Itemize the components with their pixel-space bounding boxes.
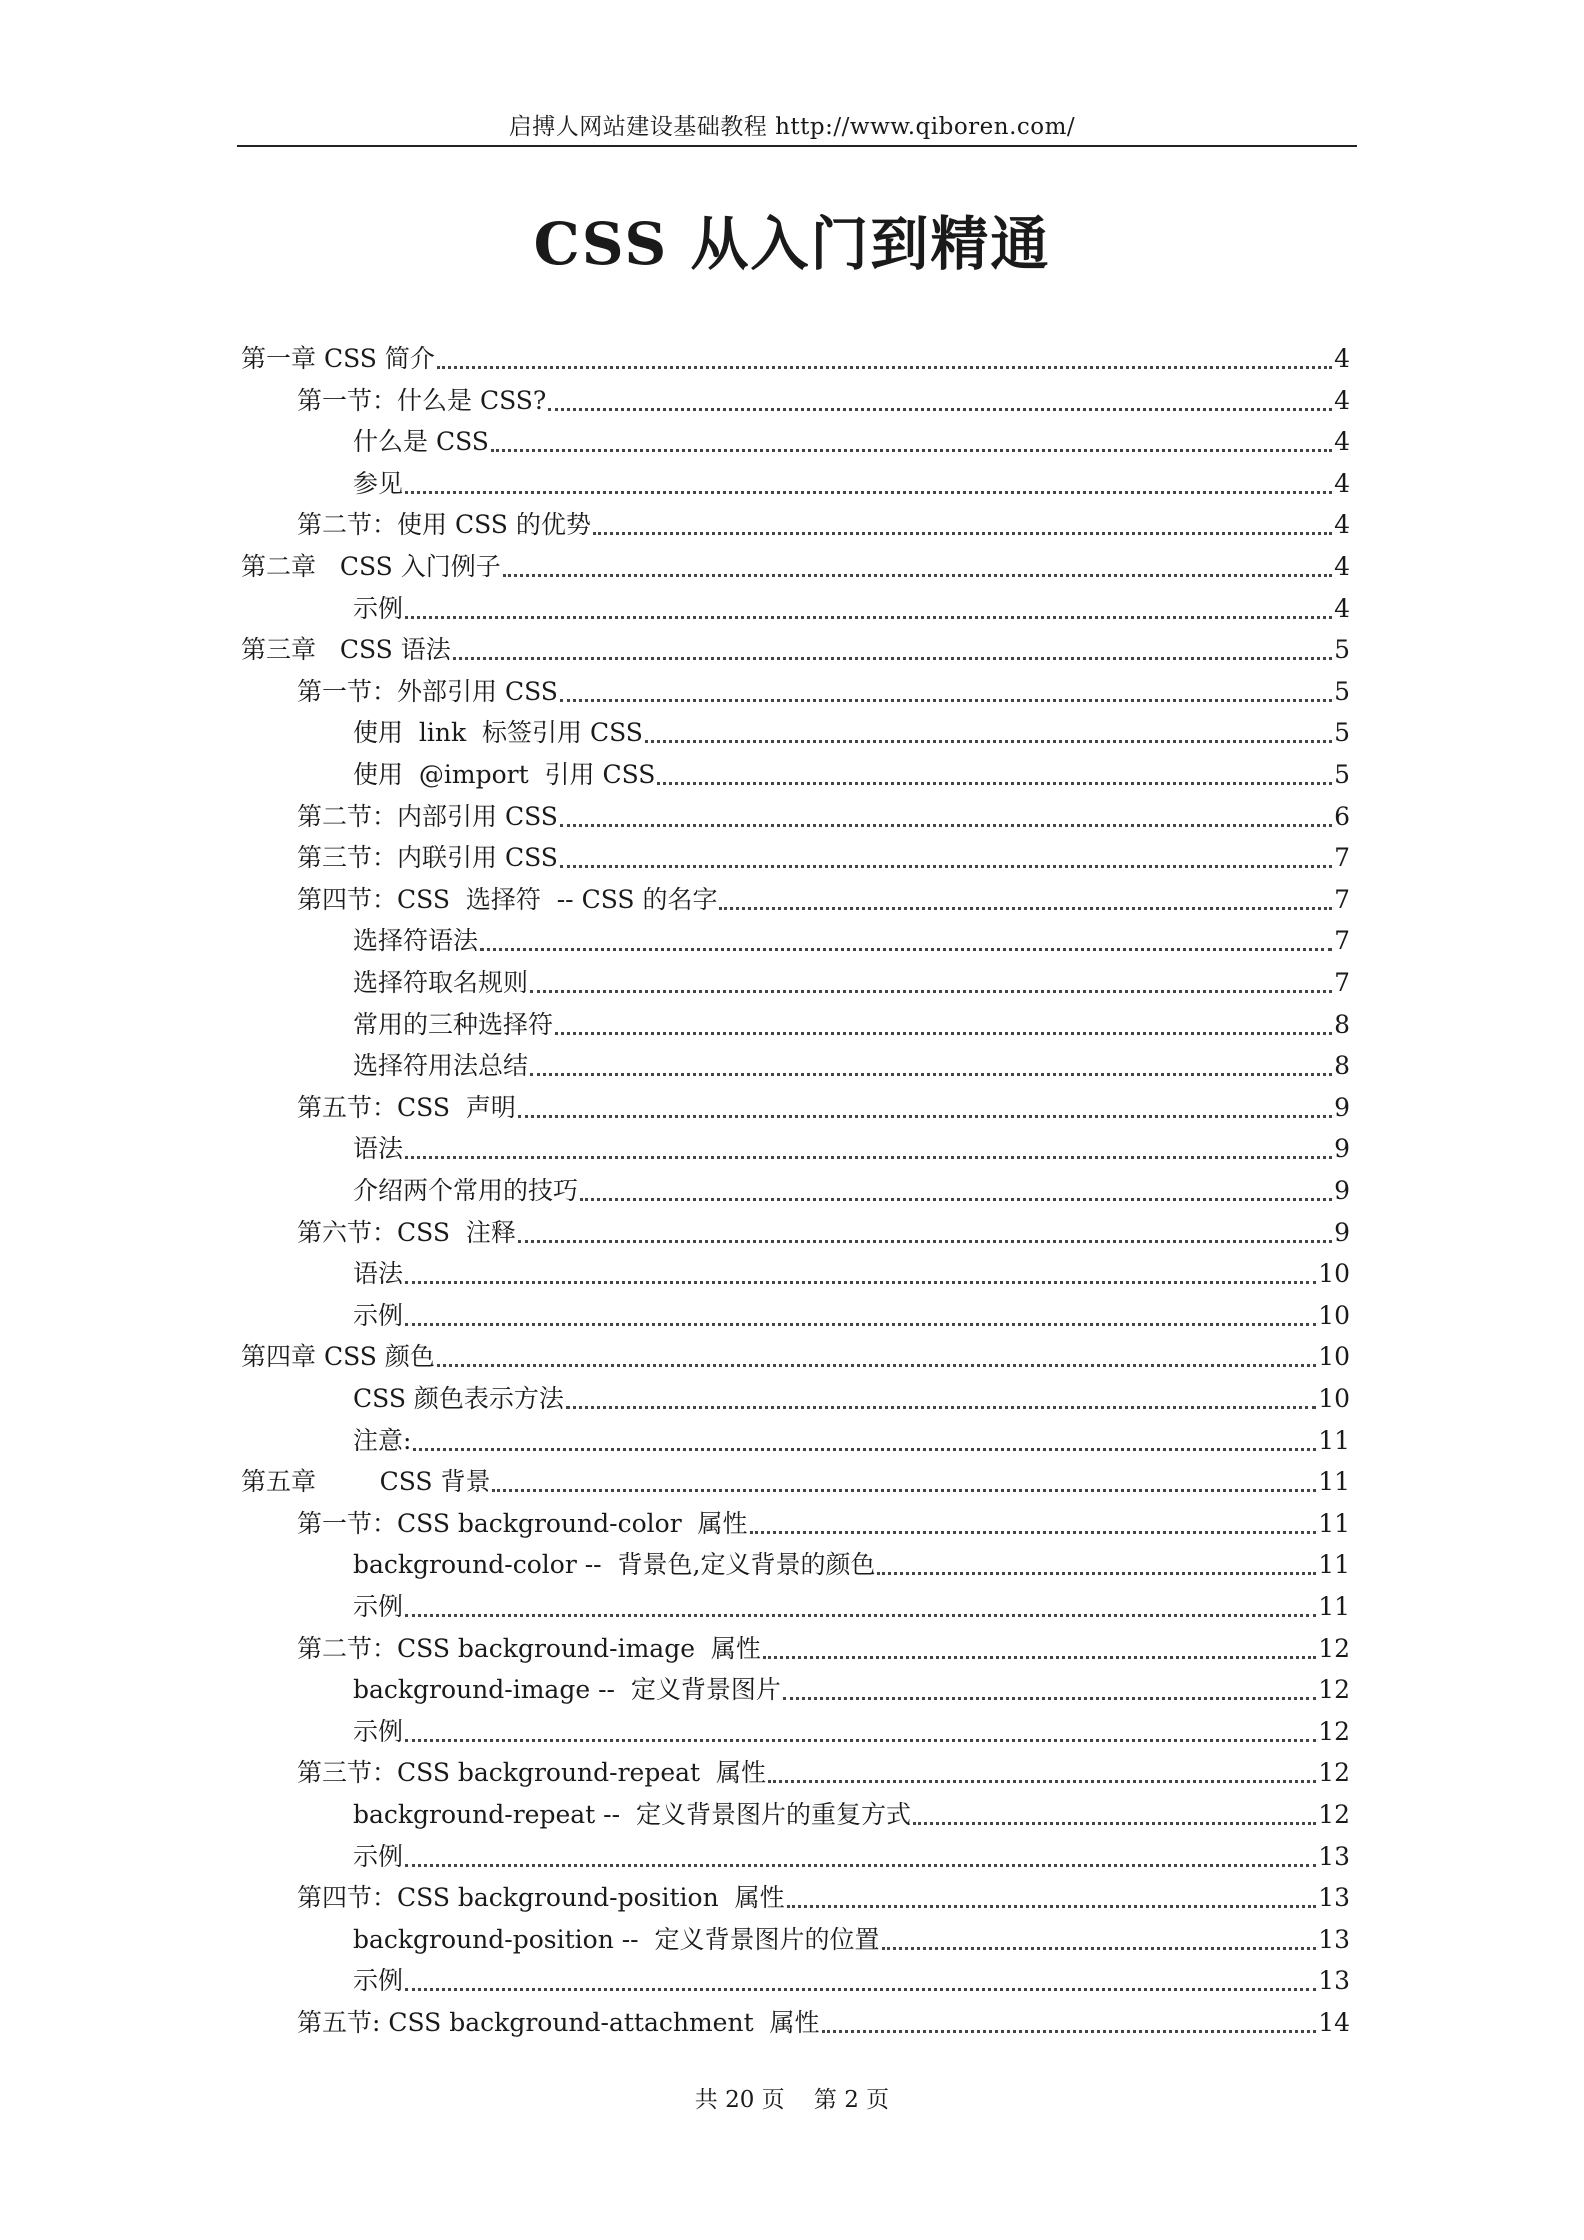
toc-entry-title: 第四节：CSS background-position 属性 [297,1883,785,1912]
toc-entry[interactable] [353,1170,1350,1208]
toc-entry-page-number: 7 [1334,843,1350,872]
toc-entry-page-number: 4 [1334,552,1350,581]
toc-entry-page-number: 6 [1334,802,1350,831]
toc-entry-page-number: 14 [1318,2008,1350,2037]
toc-entry-title: 第一节：外部引用 CSS [297,677,558,706]
page-footer: 共 20 页 第 2 页 [694,2087,890,2113]
toc-entry-title: 第二节：内部引用 CSS [297,802,558,831]
toc-dot-leader [405,1156,1332,1159]
toc-dot-leader [763,1656,1316,1659]
toc-entry[interactable] [241,338,1350,376]
toc-entry-title: 选择符语法 [353,926,479,955]
toc-entry-title: 示例 [353,1966,404,1995]
toc-entry[interactable] [353,1420,1350,1458]
toc-entry[interactable] [353,1128,1350,1166]
running-header: 启搏人网站建设基础教程 http://www.qiboren.com/ [508,114,1076,140]
toc-entry-title: 第三章 CSS 语法 [241,635,451,664]
toc-entry[interactable] [353,1794,1350,1832]
toc-entry-title: 示例 [353,594,404,623]
toc-entry[interactable] [297,1087,1350,1125]
toc-entry-page-number: 11 [1318,1426,1350,1455]
toc-dot-leader [405,491,1332,494]
toc-entry-title: background-repeat -- 定义背景图片的重复方式 [353,1800,911,1829]
toc-entry-title: 第四章 CSS 颜色 [241,1342,435,1371]
toc-entry-title: 注意: [353,1426,412,1455]
toc-entry[interactable] [353,1836,1350,1874]
toc-entry[interactable] [353,1045,1350,1083]
toc-entry[interactable] [353,1919,1350,1957]
toc-entry-title: 第五节: CSS background-attachment 属性 [297,2008,820,2037]
toc-entry-title: 选择符取名规则 [353,968,529,997]
toc-entry[interactable] [241,546,1350,584]
toc-entry-page-number: 12 [1318,1800,1350,1829]
toc-dot-leader [787,1905,1317,1908]
toc-entry-title: 第二节：CSS background-image 属性 [297,1634,761,1663]
toc-entry-title: 第六节：CSS 注释 [297,1218,516,1247]
toc-dot-leader [405,1323,1316,1326]
toc-entry[interactable] [353,1586,1350,1624]
toc-entry-title: background-color -- 背景色,定义背景的颜色 [353,1550,876,1579]
toc-entry-title: 常用的三种选择符 [353,1010,554,1039]
toc-entry-page-number: 10 [1318,1342,1350,1371]
header-divider [237,145,1357,147]
toc-entry-page-number: 8 [1334,1010,1350,1039]
toc-entry-page-number: 12 [1318,1717,1350,1746]
toc-dot-leader [566,1406,1316,1409]
toc-entry[interactable] [297,837,1350,875]
toc-entry[interactable] [353,1544,1350,1582]
toc-entry-title: 使用 link 标签引用 CSS [353,718,643,747]
toc-entry[interactable] [353,1295,1350,1333]
toc-dot-leader [560,865,1332,868]
toc-dot-leader [530,990,1332,993]
toc-entry-page-number: 5 [1334,760,1350,789]
toc-entry[interactable] [297,380,1350,418]
toc-entry[interactable] [297,671,1350,709]
toc-entry-page-number: 12 [1318,1634,1350,1663]
toc-dot-leader [503,574,1332,577]
toc-entry-title: 选择符用法总结 [353,1051,529,1080]
toc-dot-leader [593,532,1332,535]
toc-entry-page-number: 10 [1318,1301,1350,1330]
toc-entry[interactable] [353,1378,1350,1416]
toc-entry[interactable] [297,1212,1350,1250]
toc-entry[interactable] [353,920,1350,958]
toc-dot-leader [560,699,1332,702]
toc-dot-leader [480,948,1332,951]
toc-entry[interactable] [241,1336,1350,1374]
toc-entry-title: 第五章 CSS 背景 [241,1467,491,1496]
toc-dot-leader [560,824,1332,827]
toc-entry[interactable] [353,712,1350,750]
toc-entry-page-number: 9 [1334,1093,1350,1122]
toc-entry-title: 示例 [353,1301,404,1330]
toc-dot-leader [768,1780,1316,1783]
toc-entry[interactable] [297,796,1350,834]
toc-entry-page-number: 8 [1334,1051,1350,1080]
toc-entry-page-number: 5 [1334,718,1350,747]
toc-entry-title: 第三节：CSS background-repeat 属性 [297,1758,766,1787]
toc-dot-leader [882,1947,1317,1950]
toc-dot-leader [405,1614,1316,1617]
toc-dot-leader [405,616,1332,619]
toc-entry-title: 参见 [353,469,404,498]
toc-entry-page-number: 4 [1334,427,1350,456]
toc-entry-title: background-position -- 定义背景图片的位置 [353,1925,880,1954]
toc-entry-page-number: 4 [1334,510,1350,539]
toc-entry-page-number: 4 [1334,469,1350,498]
toc-entry[interactable] [353,1711,1350,1749]
toc-entry-title: 第二节：使用 CSS 的优势 [297,510,591,539]
toc-entry[interactable] [297,504,1350,542]
toc-entry[interactable] [353,421,1350,459]
toc-dot-leader [783,1697,1316,1700]
toc-entry-title: CSS 颜色表示方法 [353,1384,564,1413]
toc-entry[interactable] [297,1752,1350,1790]
toc-dot-leader [518,1115,1332,1118]
toc-entry-page-number: 12 [1318,1675,1350,1704]
toc-dot-leader [877,1572,1316,1575]
toc-entry-page-number: 9 [1334,1134,1350,1163]
toc-dot-leader [530,1073,1332,1076]
toc-entry[interactable] [353,463,1350,501]
toc-entry-title: 介绍两个常用的技巧 [353,1176,579,1205]
toc-entry[interactable] [297,2002,1350,2040]
toc-dot-leader [719,907,1332,910]
toc-entry[interactable] [353,962,1350,1000]
toc-entry-title: 第三节：内联引用 CSS [297,843,558,872]
toc-entry[interactable] [297,1628,1350,1666]
toc-entry-page-number: 4 [1334,344,1350,373]
toc-entry-page-number: 9 [1334,1218,1350,1247]
toc-entry[interactable] [353,1960,1350,1998]
toc-entry-page-number: 11 [1318,1592,1350,1621]
toc-entry-page-number: 11 [1318,1509,1350,1538]
toc-entry[interactable] [297,1877,1350,1915]
toc-dot-leader [491,449,1332,452]
toc-dot-leader [405,1864,1316,1867]
toc-entry-page-number: 4 [1334,594,1350,623]
toc-entry-page-number: 11 [1318,1550,1350,1579]
toc-entry-title: 第二章 CSS 入门例子 [241,552,501,581]
toc-entry[interactable] [241,629,1350,667]
toc-dot-leader [437,366,1332,369]
toc-entry-page-number: 13 [1318,1883,1350,1912]
toc-entry-title: 第一节：CSS background-color 属性 [297,1509,748,1538]
toc-entry[interactable] [297,1503,1350,1541]
toc-dot-leader [405,1739,1316,1742]
toc-entry-page-number: 5 [1334,677,1350,706]
toc-dot-leader [518,1240,1332,1243]
toc-entry-page-number: 7 [1334,926,1350,955]
toc-entry-title: 第一节：什么是 CSS? [297,386,547,415]
toc-entry-page-number: 13 [1318,1925,1350,1954]
toc-dot-leader [437,1364,1316,1367]
toc-dot-leader [413,1448,1316,1451]
toc-entry-title: 第五节：CSS 声明 [297,1093,516,1122]
toc-entry-page-number: 7 [1334,968,1350,997]
toc-entry-title: 使用 @import 引用 CSS [353,760,656,789]
toc-entry-page-number: 10 [1318,1259,1350,1288]
toc-entry[interactable] [353,588,1350,626]
toc-entry-title: 第一章 CSS 简介 [241,344,435,373]
toc-dot-leader [750,1531,1317,1534]
toc-entry-page-number: 13 [1318,1966,1350,1995]
toc-entry-page-number: 5 [1334,635,1350,664]
toc-entry-title: 第四节：CSS 选择符 -- CSS 的名字 [297,885,718,914]
toc-entry-title: 示例 [353,1592,404,1621]
toc-entry-page-number: 9 [1334,1176,1350,1205]
toc-entry[interactable] [297,879,1350,917]
toc-entry-page-number: 11 [1318,1467,1350,1496]
toc-entry-title: 示例 [353,1717,404,1746]
toc-entry-title: 什么是 CSS [353,427,489,456]
toc-entry-page-number: 7 [1334,885,1350,914]
toc-entry-page-number: 13 [1318,1842,1350,1871]
toc-dot-leader [657,782,1332,785]
toc-entry-title: 语法 [353,1134,404,1163]
toc-dot-leader [548,408,1332,411]
toc-entry-page-number: 10 [1318,1384,1350,1413]
toc-entry-title: 语法 [353,1259,404,1288]
toc-dot-leader [492,1489,1316,1492]
toc-dot-leader [580,1198,1332,1201]
toc-entry[interactable] [241,1461,1350,1499]
toc-entry-title: background-image -- 定义背景图片 [353,1675,781,1704]
toc-dot-leader [405,1281,1316,1284]
toc-entry-title: 示例 [353,1842,404,1871]
toc-dot-leader [822,2030,1317,2033]
toc-entry-page-number: 4 [1334,386,1350,415]
toc-dot-leader [453,657,1332,660]
toc-dot-leader [645,740,1332,743]
toc-entry[interactable] [353,1253,1350,1291]
toc-entry[interactable] [353,1669,1350,1707]
toc-entry[interactable] [353,754,1350,792]
toc-entry-page-number: 12 [1318,1758,1350,1787]
toc-dot-leader [555,1032,1332,1035]
toc-dot-leader [913,1822,1316,1825]
document-title: CSS 从入门到精通 [533,210,1051,278]
toc-dot-leader [405,1988,1316,1991]
toc-entry[interactable] [353,1004,1350,1042]
